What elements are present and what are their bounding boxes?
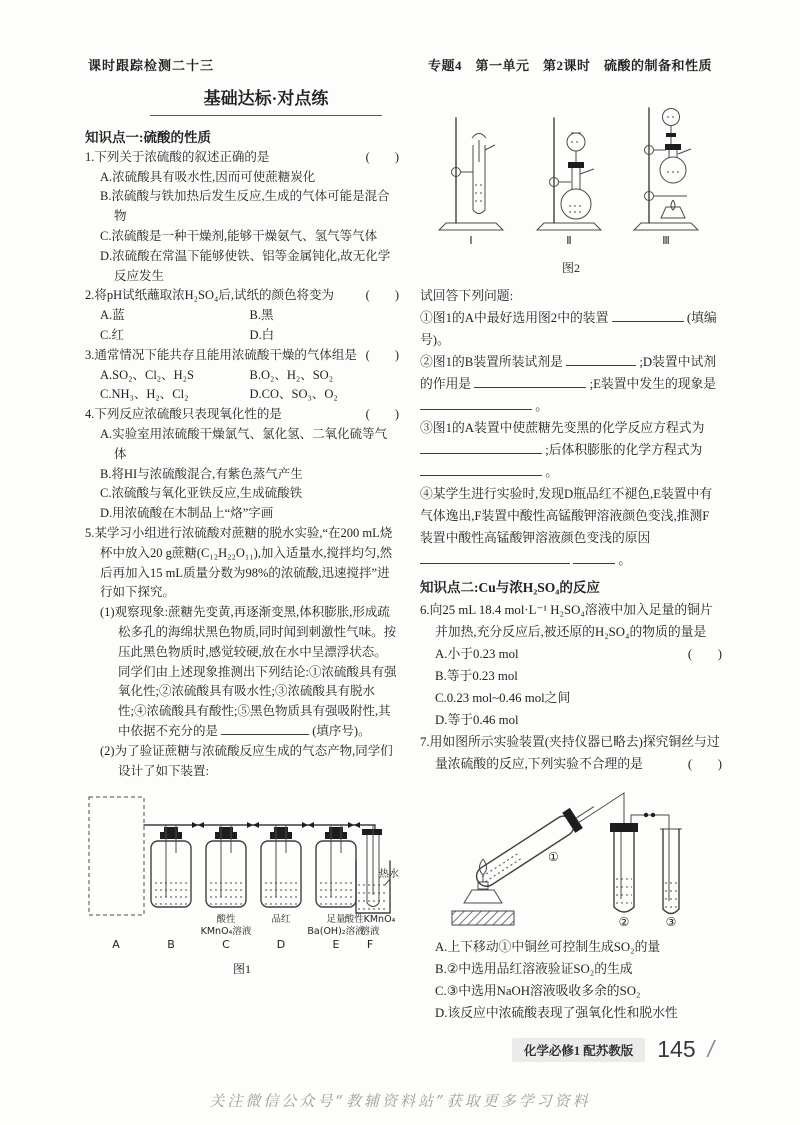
q7-label-1: ① — [548, 850, 559, 864]
q7-label-3: ③ — [665, 915, 677, 929]
option: A.实验室用浓硫酸干燥氯气、氯化氢、二氧化硫等气体 — [100, 426, 388, 461]
question-4 — [85, 405, 399, 524]
left-column — [85, 128, 399, 980]
figure1-label-c-line2: KMnO₄溶液 — [200, 926, 251, 938]
fill-intro: 试回答下列问题: — [420, 289, 514, 303]
question-5 — [85, 524, 399, 781]
option: D.该反应中浓硫酸表现了强氧化性和脱水性 — [435, 1006, 678, 1020]
header-right-title: 专题4 第一单元 第2课时 硫酸的制备和性质 — [427, 58, 712, 73]
question-6 — [420, 599, 722, 731]
figure1-apparatus — [86, 785, 399, 951]
text-segment: 。 — [618, 553, 632, 567]
option: A.蓝 — [100, 308, 125, 323]
text-segment: 。 — [535, 399, 548, 413]
option: D.等于0.46 mol — [435, 713, 519, 727]
test-tube-3 — [660, 829, 682, 914]
sub-question-1-conclusions — [85, 663, 399, 742]
sub-question-1: (1)观察现象:蔗糖先变黄,再逐渐变黑,体积膨胀,形成疏松多孔的海绵状黑色物质,同时闻到刺激性气味。按压此黑色物质时,感觉较硬,放在水中呈漂浮状态。 — [100, 605, 397, 659]
question-3 — [85, 346, 399, 405]
option: D.白 — [249, 327, 275, 342]
stand-i — [439, 118, 503, 230]
option-grid — [85, 306, 399, 346]
stand-ii — [537, 118, 601, 230]
option: D.用浓硫酸在木制品上“烙”字画 — [100, 506, 274, 521]
option: C.NH₃、H₂、Cl₂ — [100, 387, 189, 402]
option: B.②中选用品红溶液验证SO₂的生成 — [435, 962, 633, 976]
option: B.黑 — [249, 308, 274, 323]
figure1 — [85, 785, 399, 980]
figure1-letter-a: A — [111, 938, 120, 952]
delivery-tube — [578, 793, 624, 823]
answer-bracket: ( ) — [365, 149, 399, 164]
option: C.③中选用NaOH溶液吸收多余的SO₂ — [435, 984, 641, 998]
fill-blank — [221, 723, 309, 735]
figure1-label-c-line1: 酸性 — [215, 914, 236, 926]
stem-text: 7.用如图所示实验装置(夹持仪器已略去)探究铜丝与过量浓硫酸的反应,下列实验不合理的是 — [420, 735, 720, 771]
answer-bracket: ( ) — [687, 757, 722, 771]
figure1-letter-e: E — [332, 938, 339, 952]
stand-iii — [634, 108, 698, 230]
fill-blank — [612, 310, 684, 322]
question-2 — [85, 286, 399, 345]
option: D.CO、SO₃、O₂ — [249, 387, 338, 402]
fill-blank — [566, 354, 636, 366]
answer-bracket: ( ) — [687, 647, 722, 661]
figure2-caption: 图2 — [561, 261, 580, 275]
option: B.将HI与浓硫酸混合,有紫色蒸气产生 — [100, 466, 303, 481]
gas-bottle-b — [151, 825, 191, 907]
q7-label-2: ② — [618, 915, 630, 929]
question-stem — [85, 346, 399, 366]
fill-item-2 — [420, 351, 722, 417]
figure1-label-hot-water: 热水 — [378, 869, 399, 881]
figure2-label-ii: Ⅱ — [566, 234, 572, 247]
text-segment: (填序号)。 — [312, 723, 371, 738]
question-stem — [85, 405, 399, 425]
gas-bottle-c — [206, 825, 246, 907]
text-segment: ③图1的A装置中使蔗糖先变黑的化学反应方程式为 — [420, 421, 705, 435]
knowledge-point-1-title: 知识点一:硫酸的性质 — [85, 130, 211, 145]
figure2 — [420, 100, 722, 279]
text-segment: 。 — [545, 465, 558, 479]
text-segment: (填编号)。 — [420, 311, 717, 347]
figure1-label-d: 品红 — [270, 914, 291, 926]
figure1-label-e-line2: Ba(OH)₂溶液 — [306, 926, 365, 938]
gas-bottle-e — [316, 825, 356, 907]
figure1-caption: 图1 — [232, 962, 251, 977]
page-number: 145 — [657, 1036, 696, 1062]
option: B.等于0.23 mol — [435, 669, 518, 683]
stem-text: 3.通常情况下能共存且能用浓硫酸干燥的气体组是 — [85, 347, 357, 362]
figure1-letter-d: D — [276, 938, 285, 952]
fill-blank — [420, 398, 532, 410]
question-stem — [420, 731, 722, 775]
option: C.0.23 mol~0.46 mol之间 — [435, 691, 571, 705]
gas-bottle-d — [261, 825, 301, 907]
page-number-slash: / — [707, 1036, 714, 1062]
question-stem — [85, 286, 399, 306]
figure1-letter-b: B — [166, 938, 175, 952]
option: C.浓硫酸与氧化亚铁反应,生成硫酸铁 — [100, 486, 303, 501]
right-column — [420, 100, 722, 1024]
option-grid — [85, 366, 399, 406]
option: A.SO₂、Cl₂、H₂S — [100, 367, 194, 382]
alcohol-lamp — [452, 859, 514, 925]
option: B.浓硫酸与铁加热后发生反应,生成的气体可能是混合物 — [100, 189, 390, 224]
stem-text: 4.下列反应浓硫酸只表现氧化性的是 — [85, 407, 282, 422]
option: C.红 — [100, 327, 124, 342]
figure2-label-iii: Ⅲ — [662, 234, 670, 247]
fill-blank — [474, 376, 586, 388]
figure1-letter-f: F — [366, 938, 373, 952]
fill-blank — [420, 442, 542, 454]
question-7 — [420, 731, 722, 1024]
question-stem — [85, 148, 399, 168]
question-stem: 5.某学习小组进行浓硫酸对蔗糖的脱水实验,“在200 mL烧杯中放入20 g蔗糖(C₁₂H₂₂O₁₁),加入适量水,搅拌均匀,然后再加入15 mL质量分数为98%的浓硫酸,迅速搅拌”进行如下探究。 — [85, 525, 393, 600]
option: C.浓硫酸是一种干燥剂,能够干燥氨气、氢气等气体 — [100, 228, 378, 243]
section-title: 基础达标·对点练 — [150, 84, 382, 116]
fill-item-3 — [420, 417, 722, 483]
stem-text: 1.下列关于浓硫酸的叙述正确的是 — [85, 149, 270, 164]
test-tube-2 — [610, 813, 669, 912]
question-1 — [85, 148, 399, 287]
answer-bracket: ( ) — [365, 407, 399, 422]
figure1-label-f-line1: 酸性KMnO₄ — [344, 914, 395, 926]
figure2-label-i: Ⅰ — [469, 234, 473, 247]
figure1-letter-c: C — [221, 938, 230, 952]
tilted-test-tube — [472, 796, 601, 891]
text-segment: ;后体积膨胀的化学方程式为 — [545, 443, 703, 457]
fill-item-1 — [420, 307, 722, 351]
fill-item-4 — [420, 483, 722, 571]
watermark-text: 关注微信公众号“教辅资料站”获取更多学习资料 — [209, 1092, 591, 1110]
q7-apparatus — [426, 779, 716, 929]
answer-bracket: ( ) — [365, 288, 399, 303]
fill-blank — [420, 464, 542, 476]
fill-blank — [573, 552, 615, 564]
book-edition-badge: 化学必修1 配苏教版 — [512, 1038, 645, 1062]
text-segment: ①图1的A中最好选用图2中的装置 — [420, 311, 609, 325]
figure1-label-f-line2: 溶液 — [359, 926, 380, 938]
sub-question-2: (2)为了验证蔗糖与浓硫酸反应生成的气态产物,同学们设计了如下装置: — [100, 743, 393, 778]
text-segment: ;E装置中发生的现象是 — [589, 377, 717, 391]
text-segment: ;D装置中试剂的作用是 — [420, 355, 717, 391]
stem-text: 2.将pH试纸蘸取浓H₂SO₄后,试纸的颜色将变为 — [85, 288, 334, 303]
figure1-label-e-line1: 足量 — [325, 914, 346, 926]
figure2-apparatus — [421, 100, 721, 248]
stem-text: 6.向25 mL 18.4 mol·L⁻¹ H₂SO₄溶液中加入足量的铜片并加热,充分反应后,被还原的H₂SO₄的物质的量是 — [420, 603, 713, 639]
option: A.浓硫酸具有吸水性,因而可使蔗糖炭化 — [100, 169, 316, 184]
fill-blank — [420, 552, 570, 564]
text-segment: 同学们由上述现象推测出下列结论:①浓硫酸具有强氧化性;②浓硫酸具有吸水性;③浓硫酸具有脱水性;④浓硫酸具有酸性;⑤黑色物质具有强吸附性,其中依据不充分的是 — [118, 664, 397, 738]
answer-bracket: ( ) — [365, 347, 399, 362]
question7-figure — [420, 779, 722, 936]
page-footer — [512, 1036, 714, 1063]
option: A.小于0.23 mol — [435, 647, 519, 661]
text-segment: ④某学生进行实验时,发现D瓶品红不褪色,E装置中有气体逸出,F装置中酸性高锰酸钾溶液颜色变浅,推测F装置中酸性高锰酸钾溶液颜色变浅的原因 — [420, 487, 713, 545]
header-left-title: 课时跟踪检测二十三 — [88, 58, 215, 73]
text-segment: ②图1的B装置所装试剂是 — [420, 355, 563, 369]
knowledge-point-2-title: 知识点二:Cu与浓H₂SO₄的反应 — [420, 580, 600, 595]
option: B.O₂、H₂、SO₂ — [249, 367, 334, 382]
dashed-box-a — [89, 797, 144, 915]
option: A.上下移动①中铜丝可控制生成SO₂的量 — [435, 940, 661, 954]
option: D.浓硫酸在常温下能够使铁、铝等金属钝化,故无化学反应发生 — [100, 248, 391, 283]
